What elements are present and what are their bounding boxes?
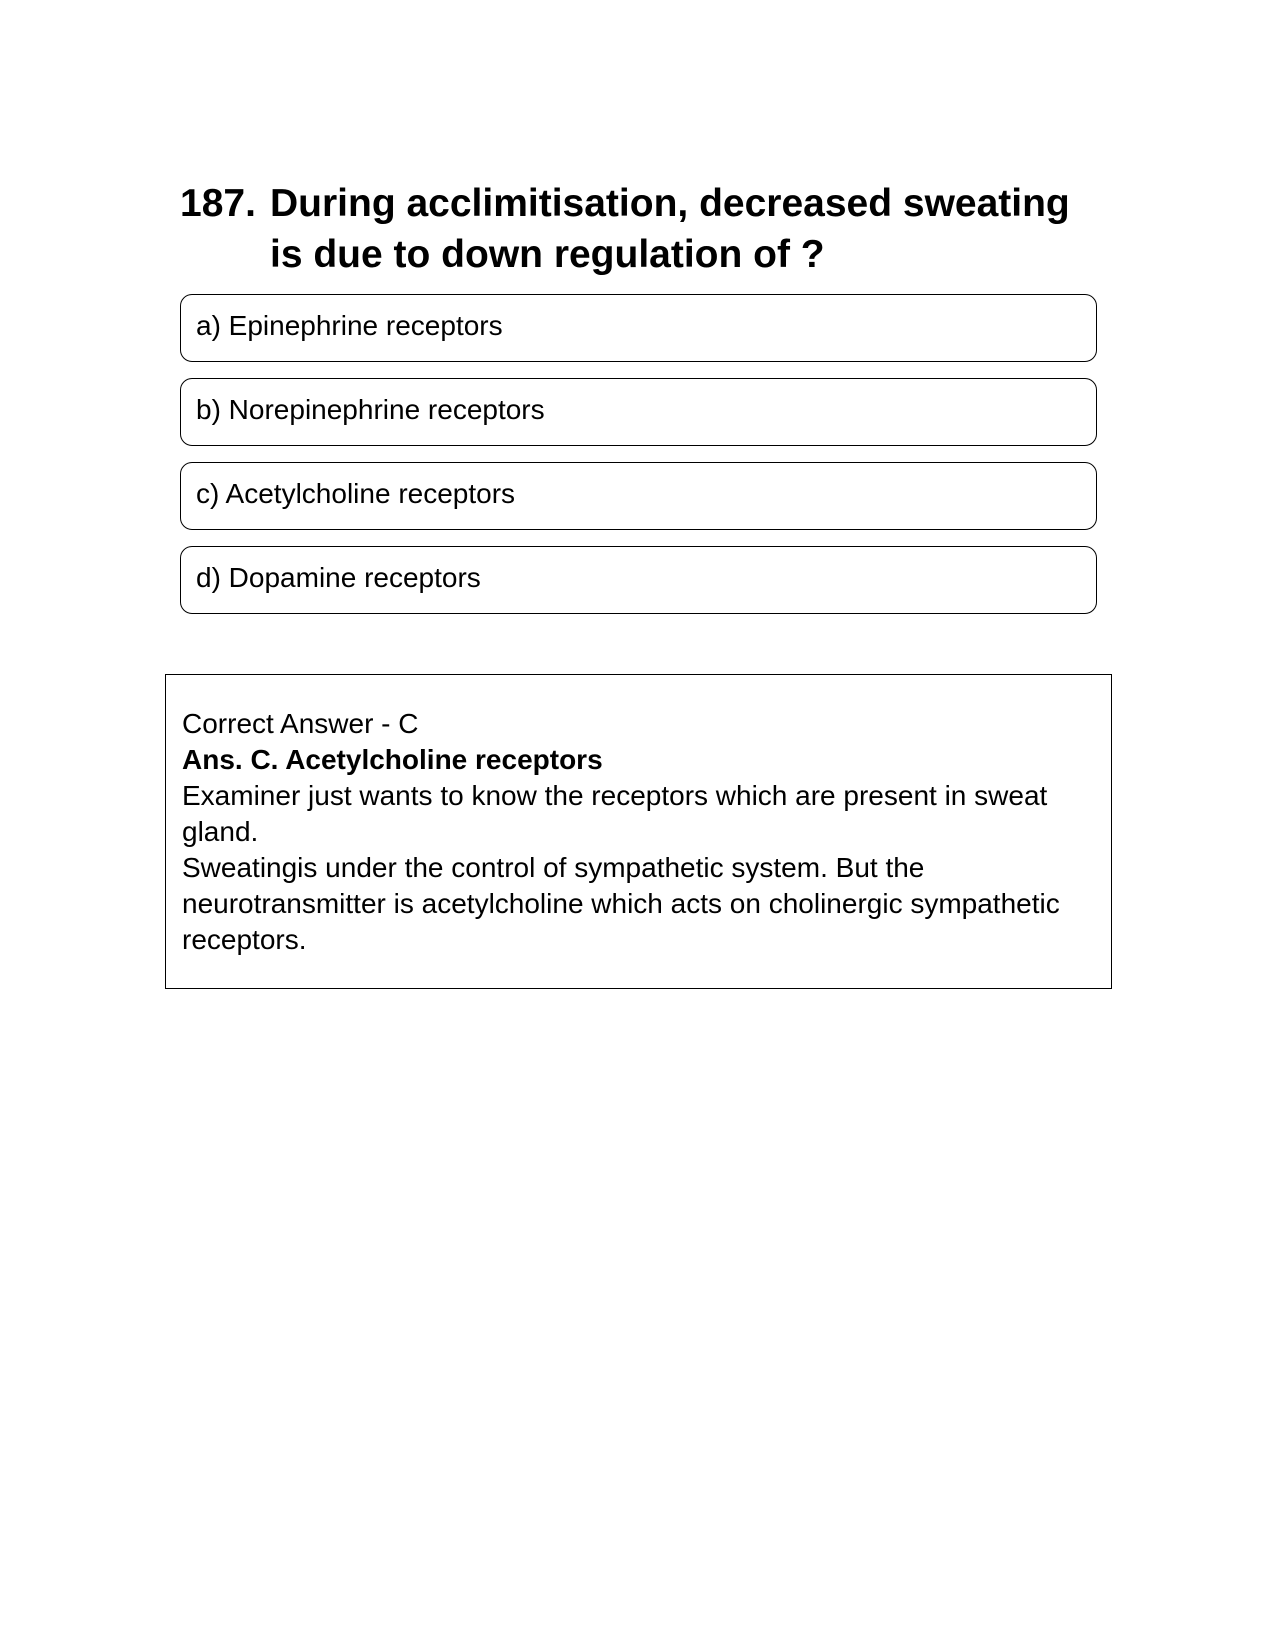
correct-answer: Correct Answer - C (182, 708, 419, 739)
option-a-label: a) Epinephrine receptors (196, 310, 503, 341)
option-d[interactable] (180, 546, 1097, 614)
options-list (180, 294, 1097, 630)
question (180, 178, 1080, 280)
answer-explanation-box (165, 674, 1112, 989)
question-number: 187. (180, 182, 256, 225)
option-c[interactable] (180, 462, 1097, 530)
option-c-label: c) Acetylcholine receptors (196, 478, 516, 509)
explanation-paragraph-2: Sweatingis under the control of sympathetic system. But the neurotransmitter is acetylcholine which acts on cholinergic sympathetic receptors. (182, 852, 1060, 955)
option-d-label: d) Dopamine receptors (196, 562, 481, 593)
option-b[interactable] (180, 378, 1097, 446)
option-a[interactable] (180, 294, 1097, 362)
explanation-paragraph-1: Examiner just wants to know the receptors which are present in sweat gland. (182, 780, 1048, 847)
answer-heading: Ans. C. Acetylcholine receptors (182, 744, 603, 775)
question-text: During acclimitisation, decreased sweating is due to down regulation of ? (270, 182, 1070, 276)
option-b-label: b) Norepinephrine receptors (196, 394, 545, 425)
